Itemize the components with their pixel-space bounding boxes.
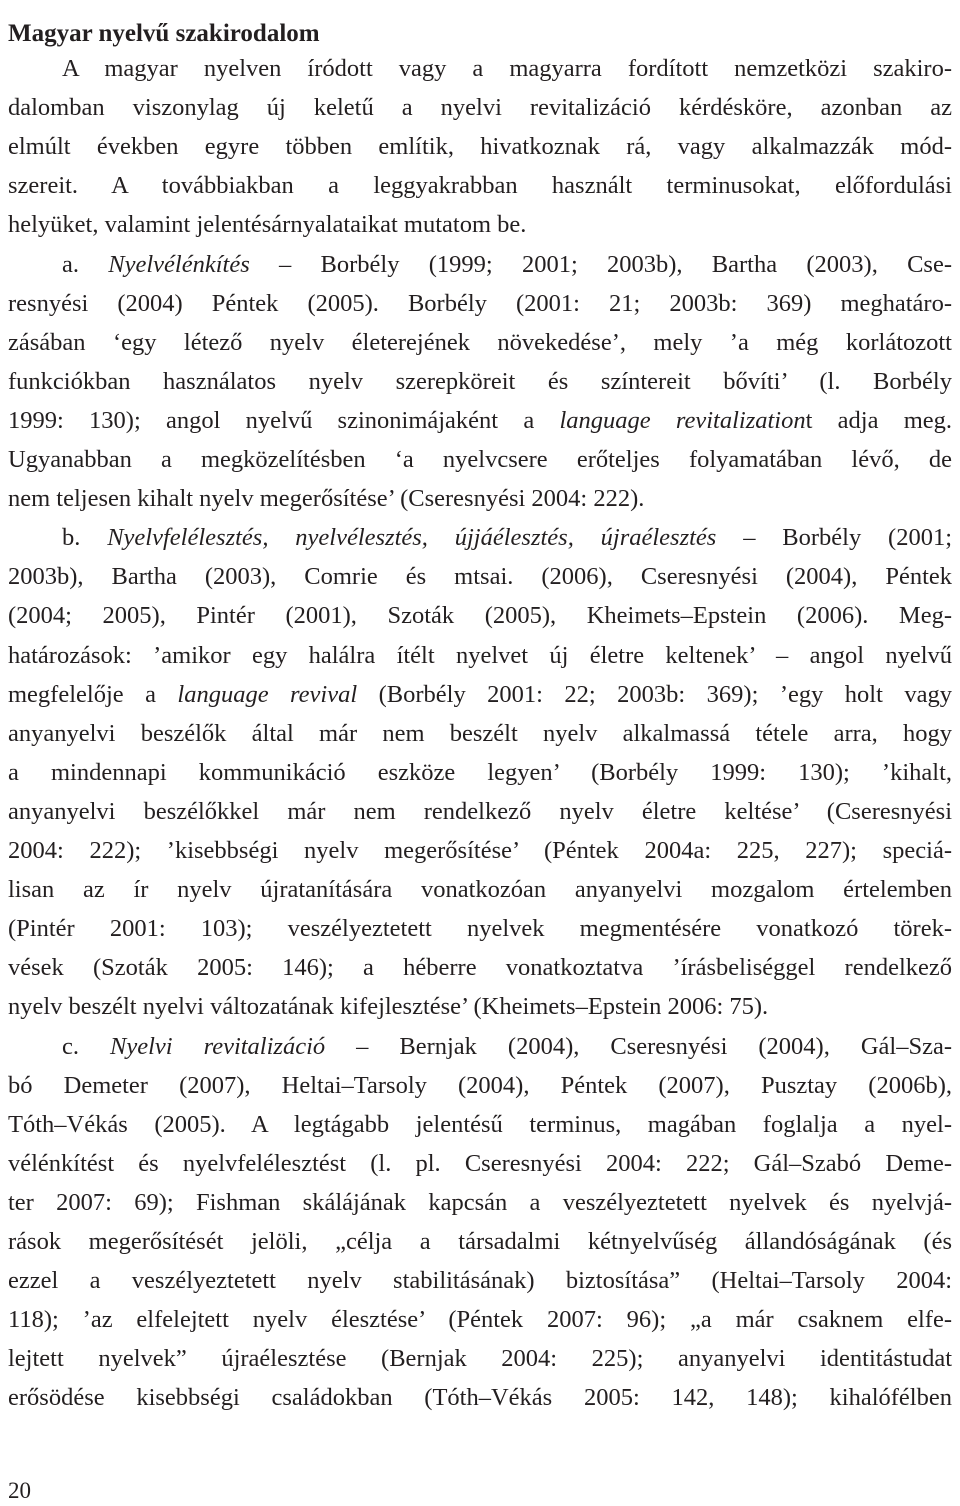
text-span: erősödése kisebbségi családokban (Tóth–Vékás 2005: 142, 148); kihalófélben <box>8 1384 952 1412</box>
text-span: – Bernjak (2004), Cseresnyési (2004), Gál–Sza- <box>325 1032 952 1060</box>
text-span: (2004; 2005), Pintér (2001), Szoták (2005), Kheimets–Epstein (2006). Meg- <box>8 602 952 630</box>
text-span: ter 2007: 69); Fishman skálájának kapcsán a veszélyeztetett nyelvek és nyelvjá- <box>8 1188 952 1216</box>
text-span: rások megerősítését jelöli, „célja a társadalmi kétnyelvűség állandóságának (és <box>8 1228 952 1255</box>
text-span: nem teljesen kihalt nyelv megerősítése’ (Cseresnyési 2004: 222). <box>8 485 645 513</box>
text-line <box>8 1343 952 1375</box>
text-line <box>8 913 952 945</box>
text-span: helyüket, valamint jelentésárnyalataikat mutatom be. <box>8 211 527 239</box>
text-span: 2004: 222); ’kisebbségi nyelv megerősítése’ (Péntek 2004a: 225, 227); speciá- <box>8 837 952 864</box>
text-span: A magyar nyelven íródott vagy a magyarra fordított nemzetközi szakiro- <box>62 55 952 82</box>
text-span: funkciókban használatos nyelv szerepköreit és színtereit bővíti’ (l. Borbély <box>8 367 952 395</box>
text-span: 118); ’az elfelejtett nyelv élesztése’ (Péntek 2007: 96); „a már csaknem elfe- <box>8 1306 952 1334</box>
text-span: elmúlt években egyre többen említik, hivatkoznak rá, vagy alkalmazzák mód- <box>8 133 952 161</box>
text-span: nyelv beszélt nyelvi változatának kifejlesztése’ (Kheimets–Epstein 2006: 75). <box>8 993 769 1021</box>
italic-term: Nyelvi revitalizáció <box>110 1032 326 1060</box>
text-line <box>62 1031 952 1063</box>
text-line <box>62 522 952 554</box>
text-line <box>8 92 952 124</box>
text-span: (Borbély 2001: 22; 2003b: 369); ’egy holt vagy <box>357 680 952 708</box>
text-line <box>8 1226 952 1258</box>
text-span: (Pintér 2001: 103); veszélyeztetett nyelvek megmentésére vonatkozó törek- <box>8 915 952 943</box>
text-line <box>8 131 952 163</box>
text-line <box>8 1070 952 1102</box>
text-span: szereit. A továbbiakban a leggyakrabban használt terminusokat, előfordulási <box>8 172 952 200</box>
page-number: 20 <box>8 1478 31 1503</box>
italic-term: language revitalization <box>559 406 806 434</box>
text-line <box>62 249 952 281</box>
text-span: vések (Szoták 2005: 146); a héberre vonatkoztatva ’írásbeliséggel rendelkező <box>8 954 952 982</box>
text-span: határozások: ’amikor egy halálra ítélt nyelvet új életre keltenek’ – angol nyelvű <box>8 641 952 669</box>
text-line <box>8 288 952 320</box>
text-line <box>8 952 952 984</box>
italic-term: Nyelvélénkítés <box>108 250 250 278</box>
text-line <box>8 483 952 515</box>
text-span: vélénkítést és nyelvfelélesztést (l. pl. Cseresnyési 2004: 222; Gál–Szabó Deme- <box>8 1149 952 1177</box>
text-span: megfelelője a <box>8 680 178 708</box>
text-line <box>8 405 952 437</box>
text-line <box>8 640 952 672</box>
text-span: – Borbély (2001; <box>716 524 952 552</box>
text-line <box>8 1304 952 1336</box>
text-span: t adja meg. <box>805 406 952 434</box>
text-line <box>8 757 952 789</box>
text-line <box>8 561 952 593</box>
text-line <box>8 718 952 750</box>
text-span: Tóth–Vékás (2005). A legtágabb jelentésű terminus, magában foglalja a nyel- <box>8 1110 952 1138</box>
text-line <box>8 1382 952 1414</box>
text-span: lejtett nyelvek” újraélesztése (Bernjak 2004: 225); anyanyelvi identitástudat <box>8 1345 952 1373</box>
text-span: a. <box>62 250 109 278</box>
text-line <box>8 835 952 867</box>
text-line <box>8 209 952 241</box>
text-line <box>8 1265 952 1297</box>
text-span: b. <box>62 524 108 552</box>
text-line <box>8 600 952 632</box>
text-line <box>8 1148 952 1180</box>
text-span: – Borbély (1999; 2001; 2003b), Bartha (2003), Cse- <box>249 250 952 278</box>
text-span: c. <box>62 1032 110 1060</box>
text-span: anyanyelvi beszélők által már nem beszélt nyelv alkalmassá tétele arra, hogy <box>8 719 952 747</box>
text-span: Ugyanabban a megközelítésben ‘a nyelvcsere erőteljes folyamatában lévő, de <box>8 446 952 473</box>
text-span: 1999: 130); angol nyelvű szinonimájaként a <box>8 406 560 434</box>
text-span: zásában ‘egy létező nyelv életerejének növekedése’, mely ’a még korlátozott <box>8 328 952 356</box>
text-line <box>8 874 952 906</box>
text-line <box>62 53 952 85</box>
text-span: dalomban viszonylag új keletű a nyelvi revitalizáció kérdésköre, azonban az <box>8 94 952 122</box>
text-line <box>8 679 952 711</box>
text-line <box>8 366 952 398</box>
text-span: resnyési (2004) Péntek (2005). Borbély (2001: 21; 2003b: 369) meghatáro- <box>8 289 952 317</box>
italic-term: Nyelvfelélesztés, nyelvélesztés, újjáélesztés, újraélesztés <box>107 524 717 552</box>
text-span: lisan az ír nyelv újratanítására vonatkozóan anyanyelvi mozgalom értelemben <box>8 876 952 904</box>
text-line <box>8 991 952 1023</box>
italic-term: language revival <box>177 680 358 708</box>
section-heading: Magyar nyelvű szakirodalom <box>8 19 320 47</box>
text-span: bó Demeter (2007), Heltai–Tarsoly (2004), Péntek (2007), Pusztay (2006b), <box>8 1071 952 1099</box>
text-line <box>8 796 952 828</box>
text-span: a mindennapi kommunikáció eszköze legyen’ (Borbély 1999: 130); ’kihalt, <box>8 758 952 786</box>
text-line <box>8 170 952 202</box>
text-line <box>8 444 952 476</box>
text-span: ezzel a veszélyeztetett nyelv stabilitásának) biztosítása” (Heltai–Tarsoly 2004: <box>8 1267 952 1295</box>
text-span: anyanyelvi beszélőkkel már nem rendelkező nyelv életre keltése’ (Cseresnyési <box>8 797 952 825</box>
text-line <box>8 327 952 359</box>
text-line <box>8 1187 952 1219</box>
text-span: 2003b), Bartha (2003), Comrie és mtsai. (2006), Cseresnyési (2004), Péntek <box>8 563 952 591</box>
text-line <box>8 1109 952 1141</box>
